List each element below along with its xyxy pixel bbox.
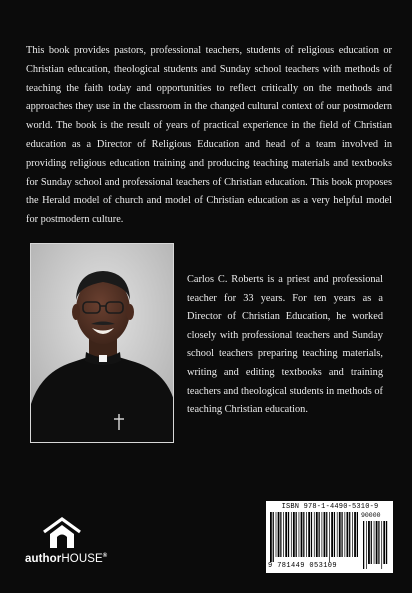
barcode-bar [324, 512, 326, 557]
barcode-bar [383, 521, 385, 564]
author-photo [30, 243, 174, 443]
barcode-bar [376, 521, 378, 564]
barcode-bar [299, 512, 300, 557]
barcode-bar [368, 521, 370, 564]
ean-barcode-bars [269, 512, 359, 562]
author-bio: Carlos C. Roberts is a priest and professional teacher for 33 years. For ten years as a Director of Christian Education, he worked closely with professional teachers and Sunday school teachers preparing teaching materials, writing and editing textbooks and training teachers and theological students in methods of teaching Christian education. [187, 274, 383, 416]
barcode-bar [339, 512, 341, 557]
barcode-bar [301, 512, 303, 557]
barcode-bar [316, 512, 318, 557]
barcode-bar [326, 512, 327, 557]
barcode-bar [374, 521, 375, 564]
authorhouse-logo-icon [39, 516, 85, 550]
barcode-bar [386, 521, 387, 564]
barcode-bar [276, 512, 277, 557]
barcode-bar [345, 512, 346, 557]
barcode-bar [270, 512, 272, 562]
addon-barcode-bars [362, 521, 390, 569]
barcode-bar [329, 512, 330, 562]
barcode-bar [311, 512, 312, 557]
barcode-bar [303, 512, 304, 557]
barcode-bar [366, 521, 367, 569]
barcode-bar [308, 512, 310, 557]
isbn-label: ISBN 978-1-4490-5310-9 [281, 503, 379, 511]
price-code: 90000 [361, 512, 381, 519]
ean-digits: 9 781449 053109 [268, 562, 338, 570]
barcode-bar [314, 512, 315, 557]
barcode-bar [357, 512, 358, 557]
barcode-bar [354, 512, 356, 557]
barcode-bar [341, 512, 342, 557]
barcode-bar [349, 512, 350, 557]
barcode-bar [283, 512, 284, 557]
publisher-logo [25, 516, 115, 576]
publisher-name: authorHOUSE® [25, 553, 108, 565]
barcode-bar [285, 512, 287, 557]
barcode-bar [293, 512, 295, 557]
barcode-bar [363, 521, 364, 569]
barcode-bar [278, 512, 280, 557]
barcode-bar [371, 521, 372, 564]
barcode-bar [337, 512, 338, 557]
barcode-bar [352, 512, 353, 557]
barcode-bar [334, 512, 335, 557]
back-cover-blurb: This book provides pastors, professional teachers, students of religious education or Christian education, theological students and Sunday school teachers with methods of teaching the faith today and opportunities to reflect critically on the methods and approaches they use in the classroom in the changed cultural context of our postmodern world. The book is the result of years of practical experience in the field of Christian education as a Director of Religious Education and head of a team involved in providing religious education training and producing teaching materials and textbooks for Sunday school and professional teachers of Christian education. This book proposes the Herald model of church and model of Christian education as a very helpful model for postmodern culture. [26, 45, 392, 226]
barcode-bar [322, 512, 323, 557]
barcode-bar [378, 521, 379, 564]
barcode [266, 501, 393, 573]
barcode-bar [280, 512, 281, 557]
barcode-bar [288, 512, 289, 557]
barcode-bar [306, 512, 307, 557]
barcode-bar [291, 512, 292, 557]
barcode-bar [319, 512, 320, 557]
barcode-bar [381, 521, 382, 569]
barcode-bar [296, 512, 297, 557]
barcode-bar [273, 512, 274, 562]
barcode-bar [331, 512, 333, 557]
barcode-bar [347, 512, 349, 557]
